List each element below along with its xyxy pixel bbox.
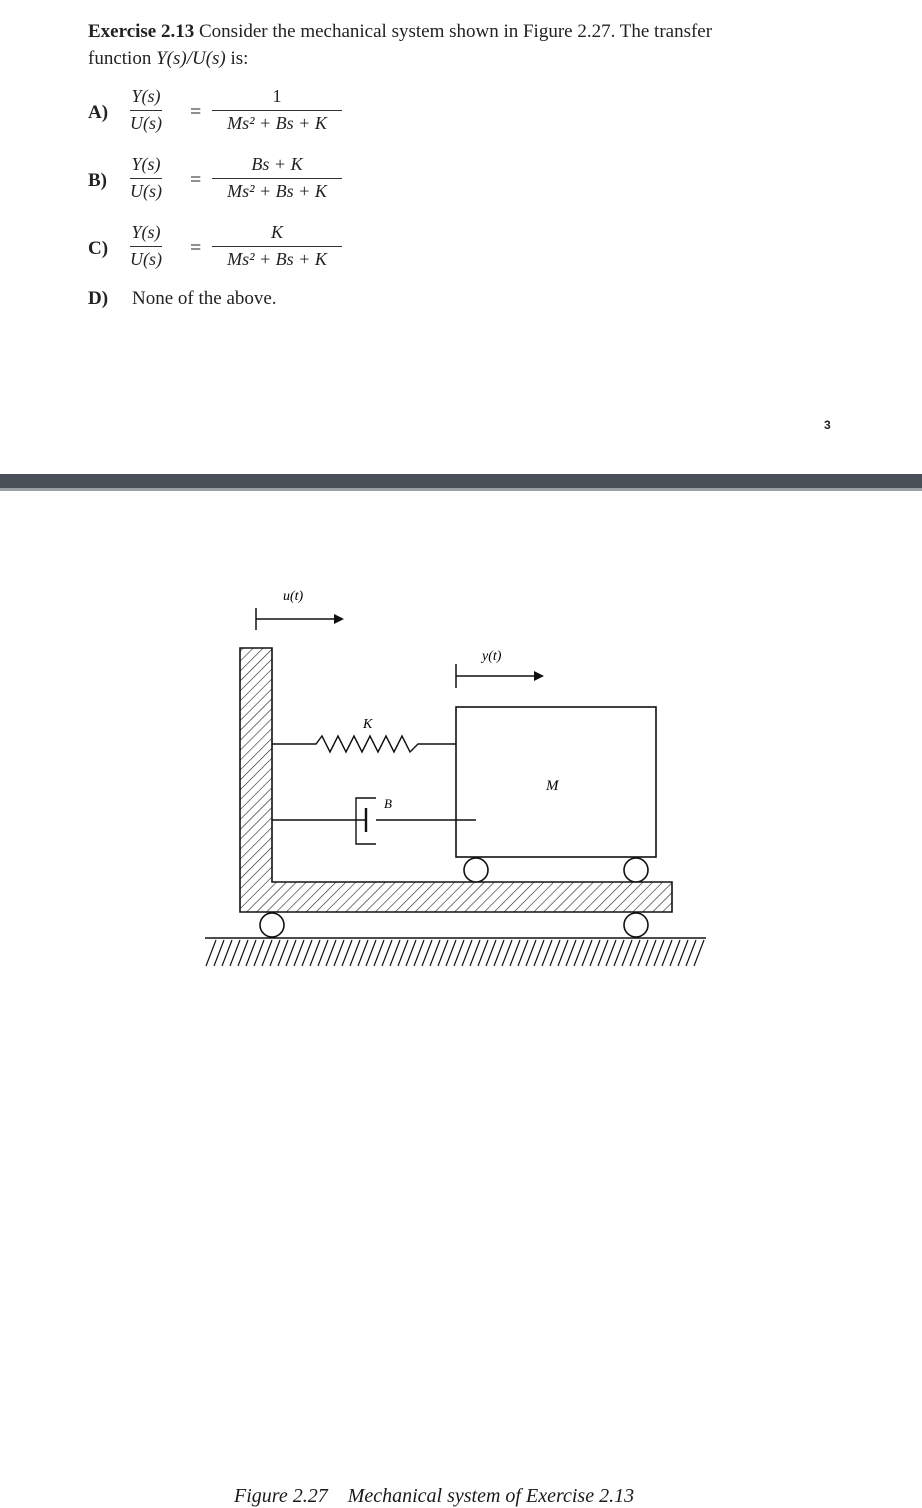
ground-hatch-mark [670,940,680,966]
ground-hatch-mark [294,940,304,966]
fraction-bar [130,246,162,247]
option-c-rhs-fraction [212,222,342,270]
ground-hatch-mark [414,940,424,966]
exercise-text-line2-start: function [88,48,157,69]
option-a-lhs-numerator: Y(s) [131,86,161,106]
ground-hatch-mark [206,940,216,966]
input-displacement-arrow [256,608,344,630]
ground-hatch-mark [558,940,568,966]
option-a-rhs-numerator: 1 [272,86,282,106]
option-c-equals: = [190,237,202,259]
fraction-bar [130,110,162,111]
ground-hatch-mark [406,940,416,966]
ground-hatch-mark [342,940,352,966]
figure-caption-id: Figure 2.27 [234,1485,328,1507]
ground-hatch-mark [526,940,536,966]
ground-hatch-mark [590,940,600,966]
option-d-text: None of the above. [132,288,277,309]
ground-hatch-mark [214,940,224,966]
ground-hatch-mark [278,940,288,966]
mass-wheel-left [464,858,488,882]
ground-hatch-mark [478,940,488,966]
option-c-rhs-denominator: Ms² + Bs + K [227,249,327,269]
ground-hatch-mark [542,940,552,966]
option-b-equals: = [190,169,202,191]
ground-hatch-mark [534,940,544,966]
ground-hatch-mark [630,940,640,966]
option-a-label: A) [88,102,109,123]
ground-hatch-mark [374,940,384,966]
option-c-lhs-denominator: U(s) [130,249,162,269]
spring [272,736,456,752]
spring-label: K [363,717,373,732]
option-b-rhs-fraction [212,154,342,202]
option-b-lhs-numerator: Y(s) [131,154,161,174]
ground-hatch-mark [598,940,608,966]
ground-hatch-mark [334,940,344,966]
ground-hatch-mark [678,940,688,966]
ground-hatch-mark [606,940,616,966]
damper [272,798,476,844]
exercise-text-line2-end: is: [225,48,249,69]
exercise-label: Exercise 2.13 [88,21,195,42]
ground-hatch-mark [238,940,248,966]
ground-hatch-mark [350,940,360,966]
exercise-text-line1: Consider the mechanical system shown in Figure 2.27. The transfer [194,21,713,42]
ground-hatch-mark [486,940,496,966]
option-b-lhs-fraction [130,154,162,202]
ground-hatch-mark [582,940,592,966]
ground-hatch-mark [694,940,704,966]
ground-hatch-mark [646,940,656,966]
mechanical-system-diagram [0,495,922,1024]
fraction-bar [212,178,342,179]
transfer-function-expression: Y(s)/U(s) [156,48,226,69]
page-number: 3 [824,418,831,432]
ground-hatch-mark [358,940,368,966]
option-d-label: D) [88,288,109,309]
ground-hatch-mark [246,940,256,966]
ground-hatch-mark [638,940,648,966]
ground-hatch-mark [302,940,312,966]
ground-hatch-mark [622,940,632,966]
option-a-rhs-fraction [212,86,342,134]
ground-hatch-mark [550,940,560,966]
ground-hatch-mark [438,940,448,966]
ground-hatch-mark [366,940,376,966]
ground-hatch-mark [662,940,672,966]
figure-page [0,495,922,1507]
output-displacement-arrow [456,664,544,688]
ground-hatch-mark [422,940,432,966]
ground-hatch-mark [230,940,240,966]
option-a-lhs-denominator: U(s) [130,113,162,133]
input-label: u(t) [283,589,304,604]
ground-hatch-mark [462,940,472,966]
ground-hatch-mark [390,940,400,966]
question-page [0,0,922,470]
ground [205,938,706,966]
ground-hatch-mark [222,940,232,966]
ground-hatch-mark [454,940,464,966]
option-b-rhs-numerator: Bs + K [251,154,303,174]
ground-hatch-mark [654,940,664,966]
figure-caption [234,1485,634,1508]
page-divider-shadow [0,488,922,491]
ground-hatch-mark [382,940,392,966]
option-a-lhs-fraction [130,86,162,134]
option-b-label: B) [88,170,107,191]
damper-label: B [384,796,392,811]
fraction-bar [212,110,342,111]
option-a-rhs-denominator: Ms² + Bs + K [227,113,327,133]
ground-hatch-mark [318,940,328,966]
fraction-bar [130,178,162,179]
ground-hatch-mark [614,940,624,966]
ground-hatch-mark [326,940,336,966]
option-b-lhs-denominator: U(s) [130,181,162,201]
fraction-bar [212,246,342,247]
option-c-lhs-fraction [130,222,162,270]
ground-hatch-mark [566,940,576,966]
figure-caption-text: Mechanical system of Exercise 2.13 [347,1485,635,1507]
cart-wheel-right [624,913,648,937]
ground-hatch-mark [510,940,520,966]
exercise-statement [88,18,848,72]
ground-hatch-mark [502,940,512,966]
ground-hatch-mark [494,940,504,966]
output-label: y(t) [482,649,502,664]
option-c-lhs-numerator: Y(s) [131,222,161,242]
ground-hatch-mark [446,940,456,966]
ground-hatch-mark [470,940,480,966]
ground-hatch-mark [254,940,264,966]
ground-hatch-mark [398,940,408,966]
ground-hatch-mark [270,940,280,966]
mass-label: M [546,778,559,794]
option-c-label: C) [88,238,109,259]
ground-hatch-mark [518,940,528,966]
option-a-equals: = [190,101,202,123]
cart-wheel-left [260,913,284,937]
ground-hatch-mark [686,940,696,966]
ground-hatch-mark [262,940,272,966]
option-b-rhs-denominator: Ms² + Bs + K [227,181,327,201]
ground-hatch-mark [286,940,296,966]
ground-hatch-mark [310,940,320,966]
mass-wheel-right [624,858,648,882]
ground-hatch-mark [430,940,440,966]
page-divider [0,474,922,488]
ground-hatch-mark [574,940,584,966]
option-c-rhs-numerator: K [270,222,283,242]
